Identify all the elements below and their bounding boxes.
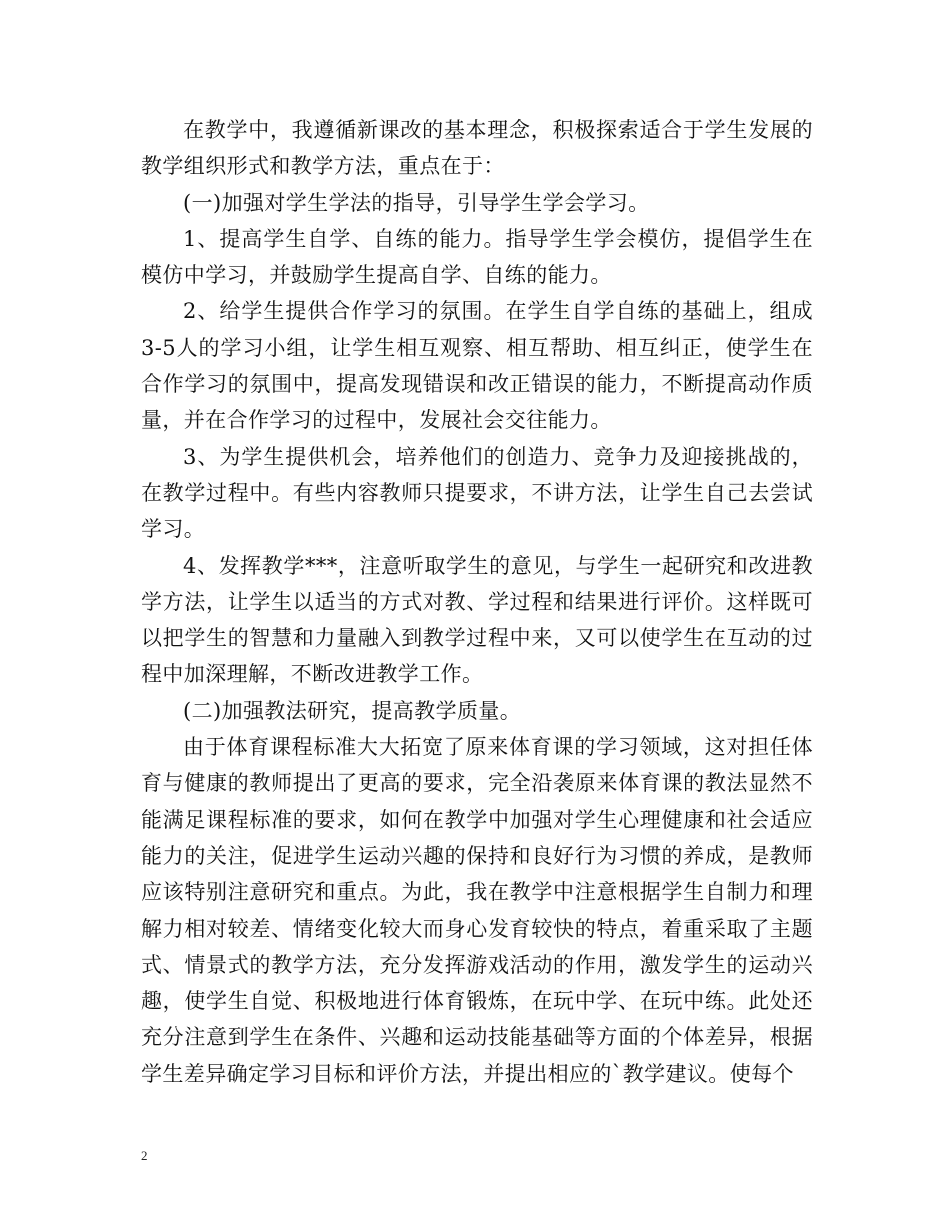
paragraph-intro: 在教学中，我遵循新课改的基本理念，积极探索适合于学生发展的教学组织形式和教学方法，重点在于：: [141, 118, 813, 179]
section-heading-2: (二)加强教法研究，提高教学质量。: [183, 698, 522, 723]
paragraph-item-3: 3、为学生提供机会，培养他们的创造力、竞争力及迎接挑战的，在教学过程中。有些内容教师只提要求，不讲方法，让学生自己去尝试学习。: [141, 444, 813, 542]
paragraph-teaching-method: 由于体育课程标准大大拓宽了原来体育课的学习领域，这对担任体育与健康的教师提出了更高的要求，完全沿袭原来体育课的教法显然不能满足课程标准的要求，如何在教学中加强对学生心理健康和社会适应能力的关注，促进学生运动兴趣的保持和良好行为习惯的养成，是教师应该特别注意研究和重点。为此，我在教学中注意根据学生自制力和理解力相对较差、情绪变化较大而身心发育较快的特点，着重采取了主题式、情景式的教学方法，充分发挥游戏活动的作用，激发学生的运动兴趣，使学生自觉、积极地进行体育锻炼，在玩中学、在玩中练。此处还充分注意到学生在条件、兴趣和运动技能基础等方面的个体差异，根据学生差异确定学习目标和评价方法，并提出相应的`教学建议。使每个: [141, 735, 813, 1086]
paragraph-item-1: 1、提高学生自学、自练的能力。指导学生学会模仿，提倡学生在模仿中学习，并鼓励学生提高自学、自练的能力。: [141, 226, 813, 288]
paragraph-item-2: 2、给学生提供合作学习的氛围。在学生自学自练的基础上，组成3-5人的学习小组，让学生相互观察、相互帮助、相互纠正，使学生在合作学习的氛围中，提高发现错误和改正错误的能力，不断提高动作质量，并在合作学习的过程中，发展社会交往能力。: [141, 299, 813, 433]
paragraph-item-4: 4、发挥教学***，注意听取学生的意见，与学生一起研究和改进教学方法，让学生以适当的方式对教、学过程和结果进行评价。这样既可以把学生的智慧和力量融入到教学过程中来，又可以使学生在互动的过程中加深理解，不断改进教学工作。: [141, 553, 813, 687]
section-heading-1: (一)加强对学生学法的指导，引导学生学会学习。: [183, 190, 650, 215]
page-number: 2: [141, 1148, 148, 1163]
document-body: [141, 112, 813, 1092]
